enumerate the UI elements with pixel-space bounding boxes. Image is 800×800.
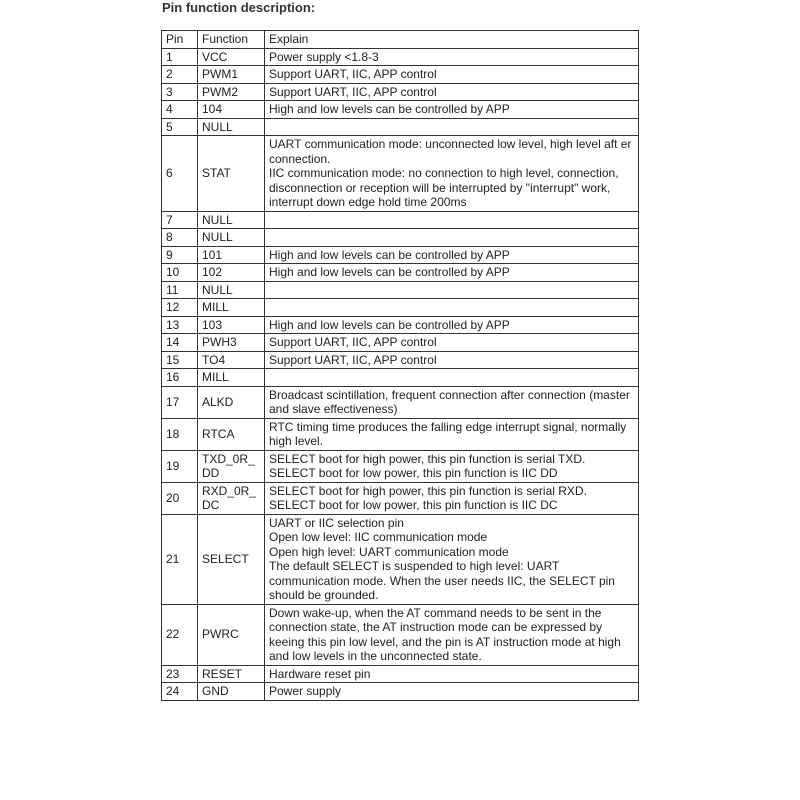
table-row <box>162 514 639 604</box>
explain-cell <box>265 229 639 247</box>
table-row <box>162 299 639 317</box>
function-cell: TXD_0R_ DD <box>198 450 265 482</box>
pin-cell: 14 <box>162 334 198 352</box>
function-cell: SELECT <box>198 514 265 604</box>
pin-cell: 16 <box>162 369 198 387</box>
table-row <box>162 604 639 665</box>
pin-cell: 24 <box>162 683 198 701</box>
table-row <box>162 334 639 352</box>
pin-cell: 9 <box>162 246 198 264</box>
table-row <box>162 482 639 514</box>
explain-cell: High and low levels can be controlled by APP <box>265 101 639 119</box>
function-cell: RXD_0R_ DC <box>198 482 265 514</box>
function-cell: 103 <box>198 316 265 334</box>
column-header-pin: Pin <box>162 31 198 49</box>
explain-cell <box>265 211 639 229</box>
function-cell: TO4 <box>198 351 265 369</box>
explain-cell: High and low levels can be controlled by APP <box>265 264 639 282</box>
function-cell: PWH3 <box>198 334 265 352</box>
pin-cell: 20 <box>162 482 198 514</box>
function-cell: 102 <box>198 264 265 282</box>
pin-cell: 11 <box>162 281 198 299</box>
column-header-explain: Explain <box>265 31 639 49</box>
explain-cell: Down wake-up, when the AT command needs to be sent in the connection state, the AT instruction mode can be expressed by keeing this pin low level, and the pin is AT instruction mode at high and low levels in the unconnected state. <box>265 604 639 665</box>
explain-cell <box>265 369 639 387</box>
pin-cell: 21 <box>162 514 198 604</box>
function-cell: 101 <box>198 246 265 264</box>
explain-cell: SELECT boot for high power, this pin function is serial TXD. SELECT boot for low power, this pin function is IIC DD <box>265 450 639 482</box>
pin-cell: 6 <box>162 136 198 212</box>
explain-cell: RTC timing time produces the falling edge interrupt signal, normally high level. <box>265 418 639 450</box>
table-row <box>162 101 639 119</box>
table-row <box>162 136 639 212</box>
column-header-function: Function <box>198 31 265 49</box>
table-row <box>162 386 639 418</box>
function-cell: VCC <box>198 48 265 66</box>
explain-cell: Support UART, IIC, APP control <box>265 83 639 101</box>
function-cell: PWM2 <box>198 83 265 101</box>
pin-cell: 4 <box>162 101 198 119</box>
explain-cell <box>265 281 639 299</box>
pin-cell: 23 <box>162 665 198 683</box>
function-cell: PWRC <box>198 604 265 665</box>
function-cell: RTCA <box>198 418 265 450</box>
table-row <box>162 316 639 334</box>
explain-cell <box>265 299 639 317</box>
pin-cell: 19 <box>162 450 198 482</box>
table-row <box>162 683 639 701</box>
pin-cell: 17 <box>162 386 198 418</box>
table-row <box>162 211 639 229</box>
explain-cell: Hardware reset pin <box>265 665 639 683</box>
pin-cell: 1 <box>162 48 198 66</box>
pin-cell: 13 <box>162 316 198 334</box>
explain-cell: High and low levels can be controlled by APP <box>265 316 639 334</box>
function-cell: PWM1 <box>198 66 265 84</box>
pin-cell: 18 <box>162 418 198 450</box>
pin-cell: 8 <box>162 229 198 247</box>
explain-cell: Support UART, IIC, APP control <box>265 351 639 369</box>
pin-cell: 5 <box>162 118 198 136</box>
table-row <box>162 264 639 282</box>
table-row <box>162 118 639 136</box>
explain-cell: Power supply <1.8-3 <box>265 48 639 66</box>
function-cell: NULL <box>198 118 265 136</box>
explain-cell <box>265 118 639 136</box>
pin-cell: 22 <box>162 604 198 665</box>
pin-cell: 3 <box>162 83 198 101</box>
function-cell: NULL <box>198 211 265 229</box>
function-cell: NULL <box>198 281 265 299</box>
explain-cell: Broadcast scintillation, frequent connection after connection (master and slave effectiveness) <box>265 386 639 418</box>
function-cell: MILL <box>198 299 265 317</box>
explain-cell: Support UART, IIC, APP control <box>265 66 639 84</box>
table-row <box>162 83 639 101</box>
table-row <box>162 450 639 482</box>
explain-cell: UART or IIC selection pin Open low level: IIC communication mode Open high level: UART communication mode The default SELECT is suspended to high level: UART communication mode. When the user needs IIC, the SELECT pin should be grounded. <box>265 514 639 604</box>
pin-function-table <box>161 30 639 701</box>
table-header-row <box>162 31 639 49</box>
pin-cell: 10 <box>162 264 198 282</box>
table-row <box>162 229 639 247</box>
function-cell: GND <box>198 683 265 701</box>
function-cell: NULL <box>198 229 265 247</box>
pin-cell: 12 <box>162 299 198 317</box>
function-cell: RESET <box>198 665 265 683</box>
table-row <box>162 48 639 66</box>
table-row <box>162 66 639 84</box>
table-row <box>162 281 639 299</box>
explain-cell: High and low levels can be controlled by APP <box>265 246 639 264</box>
explain-cell: UART communication mode: unconnected low level, high level aft er connection. IIC communication mode: no connection to high level, connection, disconnection or reception will be interrupted by "interrupt" work, interrupt down edge hold time 200ms <box>265 136 639 212</box>
explain-cell: SELECT boot for high power, this pin function is serial RXD. SELECT boot for low power, this pin function is IIC DC <box>265 482 639 514</box>
table-row <box>162 418 639 450</box>
function-cell: MILL <box>198 369 265 387</box>
pin-cell: 2 <box>162 66 198 84</box>
explain-cell: Support UART, IIC, APP control <box>265 334 639 352</box>
function-cell: STAT <box>198 136 265 212</box>
function-cell: 104 <box>198 101 265 119</box>
explain-cell: Power supply <box>265 683 639 701</box>
table-row <box>162 369 639 387</box>
pin-cell: 15 <box>162 351 198 369</box>
function-cell: ALKD <box>198 386 265 418</box>
table-row <box>162 246 639 264</box>
section-heading: Pin function description: <box>162 0 316 15</box>
pin-cell: 7 <box>162 211 198 229</box>
table-row <box>162 665 639 683</box>
table-row <box>162 351 639 369</box>
